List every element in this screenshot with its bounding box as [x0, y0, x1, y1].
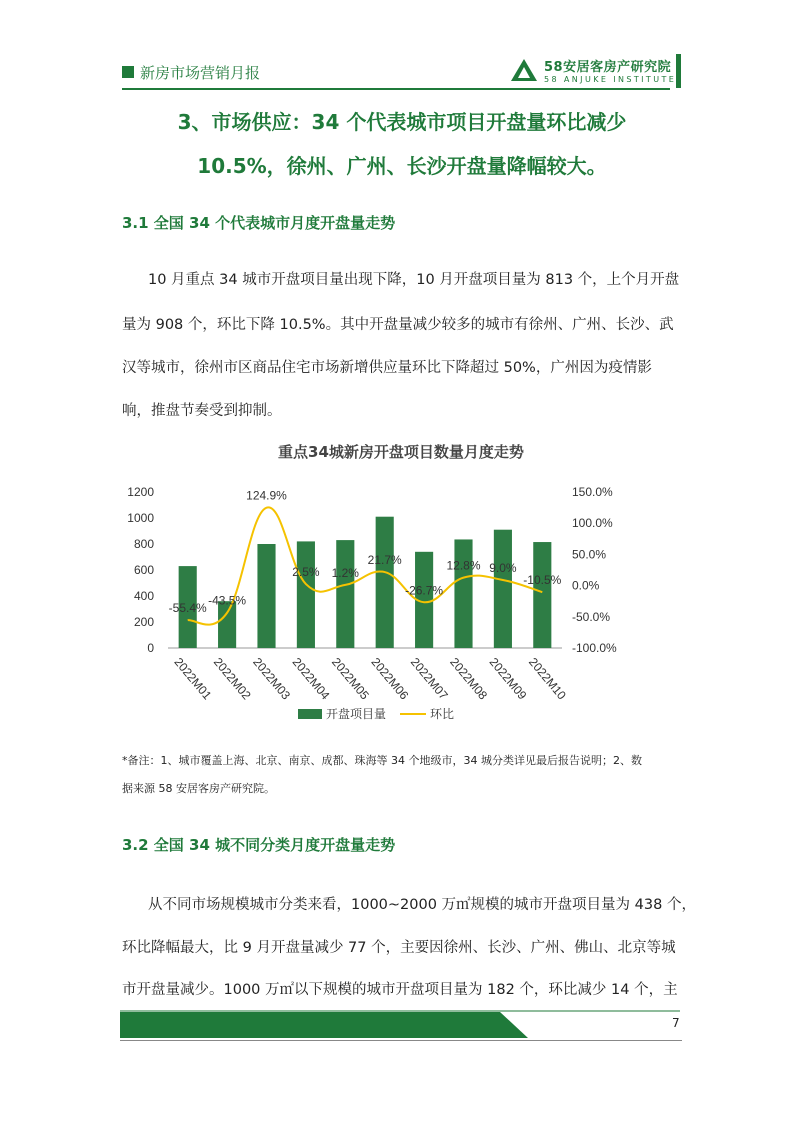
x-tick-label: 2022M01	[171, 654, 215, 703]
y-right-tick-label: -100.0%	[572, 641, 617, 655]
x-tick-label: 2022M06	[368, 654, 412, 703]
paragraph-1-line: 汉等城市，徐州市区商品住宅市场新增供应量环比下降超过 50%，广州因为疫情影	[122, 360, 652, 376]
chart-note-line: *备注：1、城市覆盖上海、北京、南京、成都、珠海等 34 个地级市，34 城分类详见最后报告说明；2、数	[122, 754, 642, 767]
bar	[218, 601, 236, 648]
header-divider	[122, 88, 670, 90]
logo-name: 58安居客房产研究院	[544, 60, 672, 75]
y-left-tick-label: 800	[133, 537, 154, 551]
chart	[100, 470, 660, 740]
subsection-heading-2: 3.2 全国 34 城不同分类月度开盘量走势	[122, 836, 396, 854]
logo-triangle-icon	[510, 57, 538, 83]
y-left-tick-label: 400	[133, 589, 154, 603]
y-left-tick-label: 1200	[127, 485, 154, 499]
data-label: 1.2%	[331, 565, 359, 580]
section-title-line1: 3、市场供应：34 个代表城市项目开盘量环比减少	[177, 110, 627, 134]
y-right-tick-label: -50.0%	[572, 609, 611, 624]
bar	[494, 530, 512, 648]
y-right-tick-label: 150.0%	[572, 485, 613, 499]
paragraph-1-line: 量为 908 个，环比下降 10.5%。其中开盘量减少较多的城市有徐州、广州、长沙、武	[122, 317, 674, 333]
chart-title: 重点34城新房开盘项目数量月度走势	[278, 443, 524, 461]
section-title-line2: 10.5%，徐州、广州、长沙开盘量降幅较大。	[197, 154, 607, 178]
data-label: -10.5%	[523, 573, 562, 588]
legend-label: 环比	[430, 707, 455, 721]
footer-band	[120, 1010, 680, 1040]
data-label: -55.4%	[168, 601, 207, 616]
bar	[297, 541, 315, 648]
paragraph-1-line: 10 月重点 34 城市开盘项目量出现下降，10 月开盘项目量为 813 个，上个月开盘	[148, 272, 680, 288]
x-tick-label: 2022M09	[486, 654, 530, 703]
logo-english: 58 ANJUKE INSTITUTE	[544, 75, 677, 84]
bar	[336, 540, 354, 648]
subsection-heading-1: 3.1 全国 34 个代表城市月度开盘量走势	[122, 214, 396, 232]
header-marker	[122, 66, 134, 78]
x-tick-label: 2022M04	[289, 654, 333, 703]
x-tick-label: 2022M07	[407, 654, 451, 703]
y-right-tick-label: 0.0%	[572, 578, 600, 593]
paragraph-2-line: 从不同市场规模城市分类来看，1000~2000 万㎡规模的城市开盘项目量为 438 个，	[148, 897, 696, 913]
legend-swatch-bar	[298, 709, 322, 719]
paragraph-2-line: 市开盘量减少。1000 万㎡以下规模的城市开盘项目量为 182 个，环比减少 14 个，主	[122, 982, 678, 998]
x-tick-label: 2022M05	[329, 654, 372, 703]
paragraph-1-line: 响，推盘节奏受到抑制。	[122, 403, 282, 419]
bar	[533, 542, 551, 648]
legend-label: 开盘项目量	[326, 707, 387, 721]
y-left-tick-label: 600	[133, 563, 154, 577]
chart-note-line: 据来源 58 安居客房产研究院。	[122, 782, 275, 795]
header-accent	[676, 54, 681, 88]
y-left-tick-label: 0	[147, 641, 154, 655]
page-number: 7	[672, 1016, 680, 1030]
data-label: 9.0%	[489, 560, 517, 575]
data-label: 124.9%	[246, 488, 287, 503]
bar	[376, 517, 394, 648]
y-left-tick-label: 1000	[127, 511, 154, 525]
paragraph-2-line: 环比降幅最大，比 9 月开盘量减少 77 个，主要因徐州、长沙、广州、佛山、北京等城	[122, 940, 676, 956]
footer-rule	[120, 1040, 682, 1041]
data-label: -43.5%	[208, 593, 247, 608]
data-label: 12.8%	[446, 558, 481, 573]
data-label: -26.7%	[405, 583, 444, 598]
y-left-tick-label: 200	[133, 615, 154, 629]
data-label: 21.7%	[367, 553, 402, 568]
x-tick-label: 2022M02	[210, 654, 254, 703]
x-tick-label: 2022M03	[250, 654, 294, 703]
x-tick-label: 2022M08	[447, 654, 491, 703]
bar	[454, 539, 472, 648]
bar	[257, 544, 275, 648]
logo	[510, 56, 676, 84]
data-label: 2.5%	[292, 565, 320, 580]
x-tick-label: 2022M10	[526, 654, 569, 703]
y-right-tick-label: 100.0%	[572, 516, 613, 531]
report-title: 新房市场营销月报	[140, 64, 261, 82]
y-right-tick-label: 50.0%	[572, 547, 607, 562]
